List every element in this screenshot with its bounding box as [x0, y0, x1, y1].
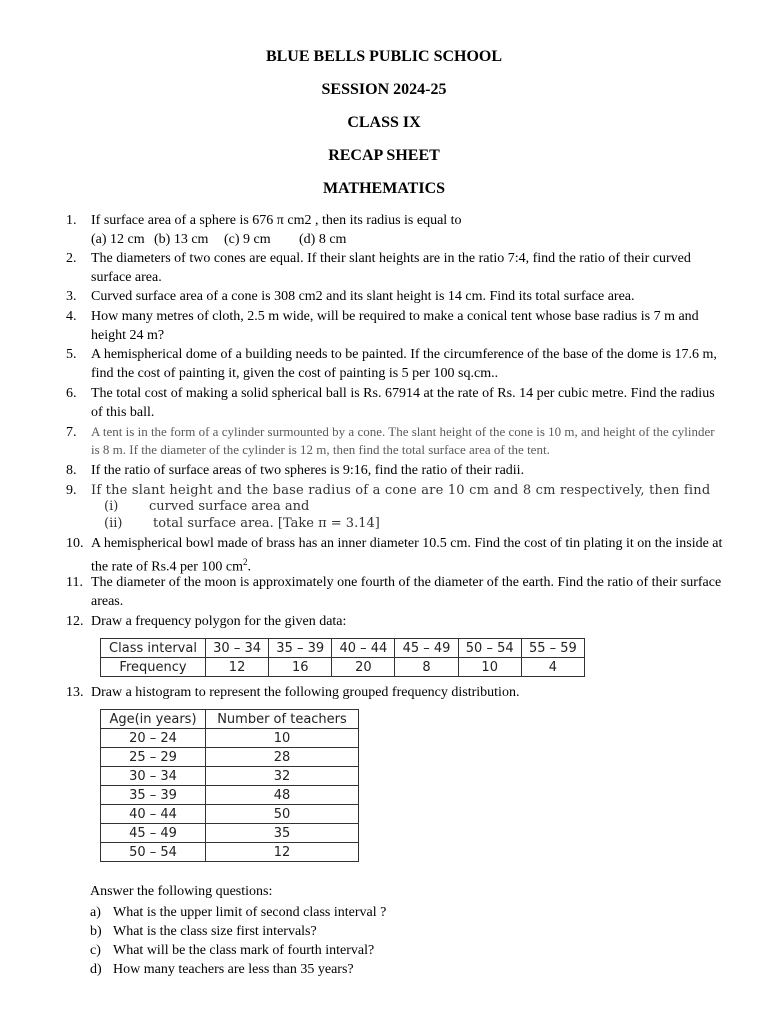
answer-label: d) [90, 962, 102, 977]
question-2 [66, 249, 726, 287]
question-6 [66, 384, 726, 422]
subject-title: MATHEMATICS [322, 180, 446, 197]
answer-options [91, 230, 726, 249]
question-text: A tent is in the form of a cylinder surmounted by a cone. The slant height of the cone is 10 m, and height of the cylinder is 8 m. If the diameter of the cylinder is 12 m, then find the total surface area of the tent. [91, 424, 715, 457]
table-row [101, 805, 359, 824]
table-cell: 35 – 39 [101, 786, 206, 805]
question-5 [66, 345, 726, 383]
table-cell: 40 – 44 [332, 639, 395, 658]
column-header: Age(in years) [101, 710, 206, 729]
table-cell: 48 [206, 786, 359, 805]
table-cell: 50 [206, 805, 359, 824]
question-number: 7. [66, 425, 77, 440]
option-a: (a) 12 cm [91, 232, 145, 247]
table-cell: 12 [206, 658, 269, 677]
column-header: Number of teachers [206, 710, 359, 729]
table-cell: 45 – 49 [395, 639, 458, 658]
question-11 [66, 573, 726, 611]
table-row [101, 843, 359, 862]
table-row [101, 786, 359, 805]
table-cell: 35 [206, 824, 359, 843]
table-cell: 10 [206, 729, 359, 748]
subpart-label: (ii) [104, 516, 123, 531]
question-number: 6. [66, 386, 77, 401]
question-text: A hemispherical dome of a building needs to be painted. If the circumference of the base of the dome is 17.6 m, find the cost of painting it, given the cost of painting is 5 per 100 sq.cm.. [91, 347, 717, 381]
table-cell: 16 [269, 658, 332, 677]
table-cell: 25 – 29 [101, 748, 206, 767]
question-1 [66, 211, 726, 249]
question-number: 4. [66, 309, 77, 324]
table-cell: 10 [458, 658, 521, 677]
answer-label: a) [90, 905, 101, 920]
question-number: 8. [66, 463, 77, 478]
table-cell: 12 [206, 843, 359, 862]
table-header-row [101, 710, 359, 729]
answer-label: b) [90, 924, 102, 939]
question-text: How many metres of cloth, 2.5 m wide, will be required to make a conical tent whose base radius is 7 m and height 24 m? [91, 309, 699, 343]
question-tail: . [247, 559, 252, 575]
table-row [101, 658, 585, 677]
question-9 [66, 481, 726, 500]
answer-text: What is the class size first intervals? [113, 924, 317, 939]
subpart-label: (i) [104, 499, 119, 514]
question-text: Curved surface area of a cone is 308 cm2 and its slant height is 14 cm. Find its total surface area. [91, 289, 635, 304]
table-row [101, 729, 359, 748]
question-text: The diameters of two cones are equal. If their slant heights are in the ratio 7:4, find the ratio of their curved surface area. [91, 251, 691, 285]
question-4 [66, 307, 726, 345]
answer-item [90, 960, 490, 979]
question-body: A hemispherical bowl made of brass has an inner diameter 10.5 cm. Find the cost of tin plating it on the inside at the rate of Rs.4 per 100 cm [91, 536, 723, 575]
table-cell: 35 – 39 [269, 639, 332, 658]
table-cell: 45 – 49 [101, 824, 206, 843]
question-3 [66, 287, 726, 306]
table-cell: 4 [521, 658, 584, 677]
table-cell: 8 [395, 658, 458, 677]
school-name: BLUE BELLS PUBLIC SCHOOL [265, 48, 503, 65]
question-text: The diameter of the moon is approximately one fourth of the diameter of the earth. Find the ratio of their surface areas. [91, 575, 722, 609]
question-number: 1. [66, 213, 77, 228]
table-cell: 40 – 44 [101, 805, 206, 824]
row-header: Class interval [101, 639, 206, 658]
question-text: Draw a frequency polygon for the given data: [91, 614, 347, 629]
table-cell: 30 – 34 [101, 767, 206, 786]
table-cell: 28 [206, 748, 359, 767]
table-cell: 50 – 54 [458, 639, 521, 658]
question-text: If the slant height and the base radius of a cone are 10 cm and 8 cm respectively, then find [91, 483, 711, 498]
question-7 [66, 423, 726, 459]
table-row [101, 748, 359, 767]
session-title: SESSION 2024-25 [321, 81, 447, 98]
question-text: The total cost of making a solid spherical ball is Rs. 67914 at the rate of Rs. 14 per cubic metre. Find the radius of this ball. [91, 386, 715, 420]
answer-label: c) [90, 943, 101, 958]
question-text: Draw a histogram to represent the following grouped frequency distribution. [91, 685, 520, 700]
frequency-table [100, 638, 585, 677]
answer-text: What will be the class mark of fourth interval? [113, 943, 375, 958]
answer-text: What is the upper limit of second class interval ? [113, 905, 387, 920]
question-text: If the ratio of surface areas of two spheres is 9:16, find the ratio of their radii. [91, 463, 525, 478]
option-c: (c) 9 cm [224, 232, 271, 247]
row-header: Frequency [101, 658, 206, 677]
question-text: If surface area of a sphere is 676 π cm2 , then its radius is equal to [91, 213, 462, 228]
question-13 [66, 683, 726, 702]
table-cell: 30 – 34 [206, 639, 269, 658]
question-number: 9. [66, 483, 77, 498]
answer-item [90, 903, 490, 922]
question-number: 3. [66, 289, 77, 304]
sheet-title: RECAP SHEET [328, 147, 440, 164]
table-row [101, 767, 359, 786]
superscript: 2 [243, 557, 248, 567]
class-title: CLASS IX [347, 114, 421, 131]
table-row [101, 824, 359, 843]
question-number: 13. [66, 685, 84, 700]
question-number: 11. [66, 575, 83, 590]
subpart-text: total surface area. [Take π = 3.14] [153, 516, 380, 531]
teachers-table [100, 709, 359, 862]
subpart-text: curved surface area and [149, 499, 310, 514]
option-d: (d) 8 cm [299, 232, 347, 247]
answer-text: How many teachers are less than 35 years? [113, 962, 354, 977]
question-number: 2. [66, 251, 77, 266]
table-row [101, 639, 585, 658]
question-number: 10. [66, 536, 84, 551]
table-cell: 55 – 59 [521, 639, 584, 658]
answer-item [90, 941, 490, 960]
table-cell: 32 [206, 767, 359, 786]
question-12 [66, 612, 726, 631]
option-b: (b) 13 cm [154, 232, 209, 247]
answer-item [90, 922, 490, 941]
question-text [91, 534, 726, 577]
question-10 [66, 534, 726, 577]
table-cell: 20 – 24 [101, 729, 206, 748]
table-cell: 20 [332, 658, 395, 677]
table-cell: 50 – 54 [101, 843, 206, 862]
question-8 [66, 461, 726, 480]
answer-intro: Answer the following questions: [90, 884, 273, 899]
question-number: 5. [66, 347, 77, 362]
question-number: 12. [66, 614, 84, 629]
